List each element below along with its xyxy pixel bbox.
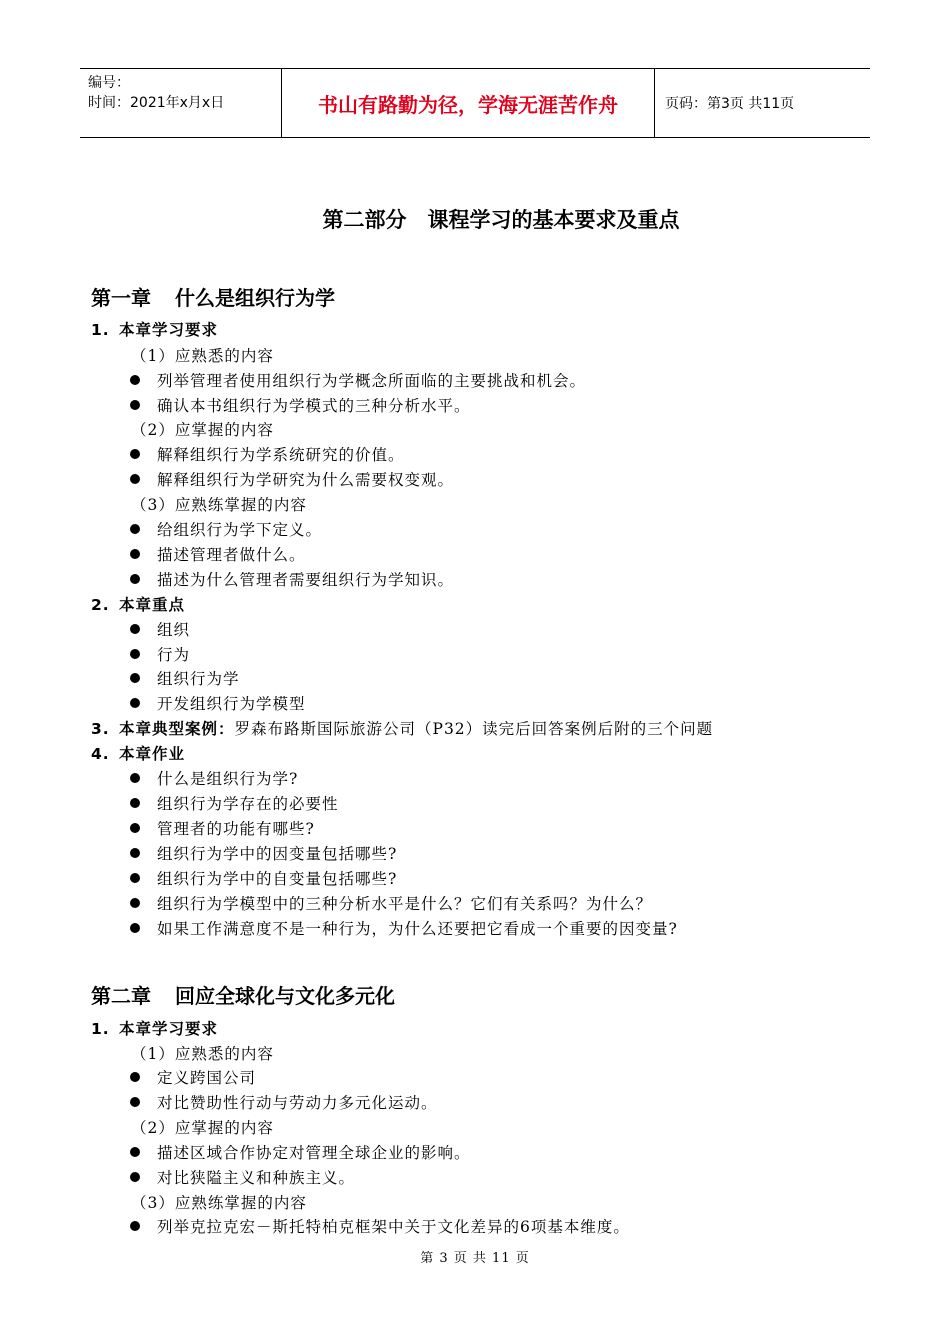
- ch2-section-1: [91, 1017, 218, 1039]
- chapter-1-title: 什么是组织行为学: [175, 286, 335, 310]
- list-item: [130, 369, 586, 391]
- list-item-text: 组织行为学: [157, 670, 240, 688]
- ch1-proficient-label: （3）应熟练掌握的内容: [131, 496, 307, 514]
- code-label: 编号：: [88, 75, 130, 91]
- bullet-icon: [130, 773, 140, 783]
- list-item: [130, 1091, 438, 1113]
- ch1-section-1: [91, 318, 218, 340]
- chapter-1-number: 第一章: [91, 286, 151, 310]
- list-item: [130, 543, 306, 565]
- list-item: [130, 667, 240, 689]
- chapter-2-number: 第二章: [91, 984, 151, 1008]
- list-item: [130, 1141, 471, 1163]
- list-item-text: 对比狭隘主义和种族主义。: [157, 1169, 356, 1187]
- list-item: [130, 518, 322, 540]
- page-header: [80, 68, 870, 138]
- bullet-icon: [130, 375, 140, 385]
- section-number: 1.: [91, 321, 110, 339]
- section-title: 本章典型案例：: [119, 720, 235, 738]
- list-item: [130, 792, 339, 814]
- ch2-proficient-label: （3）应熟练掌握的内容: [131, 1194, 307, 1212]
- list-item: [130, 643, 190, 665]
- bullet-icon: [130, 1172, 140, 1182]
- list-item-text: 描述区域合作协定对管理全球企业的影响。: [157, 1144, 471, 1162]
- ch2-familiar-label: （1）应熟悉的内容: [131, 1045, 274, 1063]
- list-item-text: 解释组织行为学研究为什么需要权变观。: [157, 471, 455, 489]
- list-item-text: 组织行为学中的自变量包括哪些?: [157, 870, 398, 888]
- bullet-icon: [130, 400, 140, 410]
- case-text: 罗森布路斯国际旅游公司（P32）读完后回答案例后附的三个问题: [234, 720, 714, 738]
- list-item: [130, 618, 190, 640]
- header-meta: [80, 69, 282, 137]
- bullet-icon: [130, 574, 140, 584]
- list-item: [130, 394, 471, 416]
- list-item: [130, 867, 397, 889]
- section-number: 1.: [91, 1020, 110, 1038]
- bullet-icon: [130, 898, 140, 908]
- list-item: [130, 917, 678, 939]
- bullet-icon: [130, 474, 140, 484]
- section-title: 本章学习要求: [119, 321, 219, 339]
- list-item-text: 确认本书组织行为学模式的三种分析水平。: [157, 397, 471, 415]
- bullet-icon: [130, 1147, 140, 1157]
- section-number: 2.: [91, 596, 110, 614]
- ch1-section-2: [91, 593, 185, 615]
- section-number: 4.: [91, 745, 110, 763]
- list-item-text: 行为: [157, 646, 191, 664]
- list-item-text: 组织行为学模型中的三种分析水平是什么？它们有关系吗？为什么？: [157, 895, 653, 913]
- list-item-text: 解释组织行为学系统研究的价值。: [157, 446, 405, 464]
- bullet-icon: [130, 549, 140, 559]
- bullet-icon: [130, 798, 140, 808]
- list-item: [130, 1215, 630, 1237]
- list-item-text: 定义跨国公司: [157, 1069, 257, 1087]
- list-item: [130, 1166, 355, 1188]
- list-item-text: 列举克拉克宏－斯托特柏克框架中关于文化差异的6项基本维度。: [157, 1218, 630, 1236]
- chapter-2-title: 回应全球化与文化多元化: [175, 984, 395, 1008]
- list-item: [130, 443, 405, 465]
- list-item-text: 组织行为学中的因变量包括哪些?: [157, 845, 398, 863]
- bullet-icon: [130, 449, 140, 459]
- list-item-text: 开发组织行为学模型: [157, 695, 306, 713]
- list-item-text: 如果工作满意度不是一种行为，为什么还要把它看成一个重要的因变量?: [157, 920, 678, 938]
- date-line: 时间：2021年x月x日: [88, 95, 225, 111]
- ch1-familiar-label: （1）应熟悉的内容: [131, 347, 274, 365]
- header-motto: 书山有路勤为径，学海无涯苦作舟: [282, 69, 655, 137]
- list-item: [130, 817, 315, 839]
- bullet-icon: [130, 873, 140, 883]
- list-item-text: 组织行为学存在的必要性: [157, 795, 339, 813]
- chapter-2-heading: [91, 980, 395, 1009]
- bullet-icon: [130, 1221, 140, 1231]
- ch1-section-3: [91, 717, 713, 739]
- bullet-icon: [130, 649, 140, 659]
- list-item: [130, 468, 454, 490]
- section-number: 3.: [91, 720, 110, 738]
- chapter-1-heading: [91, 282, 335, 311]
- header-page-info: 页码：第3页 共11页: [665, 96, 795, 112]
- bullet-icon: [130, 698, 140, 708]
- list-item-text: 组织: [157, 621, 191, 639]
- list-item: [130, 1066, 256, 1088]
- ch2-master-label: （2）应掌握的内容: [131, 1119, 274, 1137]
- bullet-icon: [130, 1072, 140, 1082]
- list-item-text: 管理者的功能有哪些?: [157, 820, 315, 838]
- list-item-text: 对比赞助性行动与劳动力多元化运动。: [157, 1094, 438, 1112]
- list-item-text: 给组织行为学下定义。: [157, 521, 323, 539]
- list-item: [130, 842, 397, 864]
- bullet-icon: [130, 923, 140, 933]
- bullet-icon: [130, 848, 140, 858]
- page-footer: 第 3 页 共 11 页: [420, 1251, 530, 1266]
- ch1-master-label: （2）应掌握的内容: [131, 421, 274, 439]
- list-item: [130, 767, 298, 789]
- list-item-text: 描述为什么管理者需要组织行为学知识。: [157, 571, 455, 589]
- list-item-text: 什么是组织行为学?: [157, 770, 299, 788]
- bullet-icon: [130, 673, 140, 683]
- list-item: [130, 892, 652, 914]
- list-item: [130, 692, 306, 714]
- bullet-icon: [130, 624, 140, 634]
- bullet-icon: [130, 524, 140, 534]
- section-title: 本章作业: [119, 745, 186, 763]
- list-item: [130, 568, 454, 590]
- section-title: 本章学习要求: [119, 1020, 219, 1038]
- list-item-text: 列举管理者使用组织行为学概念所面临的主要挑战和机会。: [157, 372, 587, 390]
- section-title: 本章重点: [119, 596, 186, 614]
- ch1-section-4: [91, 742, 185, 764]
- page-title: 第二部分 课程学习的基本要求及重点: [322, 208, 680, 232]
- bullet-icon: [130, 1097, 140, 1107]
- bullet-icon: [130, 823, 140, 833]
- list-item-text: 描述管理者做什么。: [157, 546, 306, 564]
